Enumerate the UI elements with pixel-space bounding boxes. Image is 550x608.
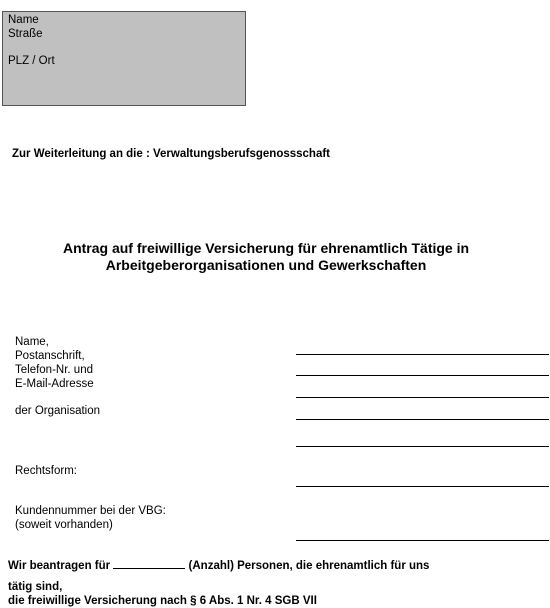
legal-form-field-line[interactable] xyxy=(296,486,549,487)
organisation-email-label: E-Mail-Adresse xyxy=(15,378,94,390)
sender-city-label: PLZ / Ort xyxy=(8,55,55,67)
customer-number-note: (soweit vorhanden) xyxy=(15,519,113,531)
application-statement xyxy=(8,556,548,598)
organisation-name-label: Name, xyxy=(15,336,49,348)
sender-address-box[interactable] xyxy=(2,11,246,106)
statement-suffix: (Anzahl) Personen, die ehrenamtlich für uns xyxy=(188,560,430,572)
organisation-field-line-5[interactable] xyxy=(296,446,549,447)
organisation-field-line-3[interactable] xyxy=(296,397,549,398)
organisation-postal-label: Postanschrift, xyxy=(15,350,85,362)
organisation-field-line-2[interactable] xyxy=(296,375,549,376)
organisation-field-line-1[interactable] xyxy=(296,354,549,355)
statement-prefix: Wir beantragen für xyxy=(8,560,111,572)
customer-number-label: Kundennummer bei der VBG: xyxy=(15,505,166,517)
statement-line-1 xyxy=(8,556,548,577)
forwarding-note: Zur Weiterleitung an die : Verwaltungsberufsgenossschaft xyxy=(12,148,331,160)
document-title-line-2: Arbeitgeberorganisationen und Gewerkschaften xyxy=(105,257,427,273)
organisation-phone-label: Telefon-Nr. und xyxy=(15,364,93,376)
person-count-blank[interactable] xyxy=(113,558,185,569)
organisation-of-label: der Organisation xyxy=(15,405,101,417)
legal-form-label: Rechtsform: xyxy=(15,465,77,477)
statement-cutoff-line: die freiwillige Versicherung nach § 6 Abs. 1 Nr. 4 SGB VII xyxy=(8,595,317,607)
sender-name-label: Name xyxy=(8,14,39,26)
organisation-field-line-4[interactable] xyxy=(296,419,549,420)
customer-number-field-line[interactable] xyxy=(296,540,549,541)
document-title xyxy=(0,240,532,274)
sender-street-label: Straße xyxy=(8,28,43,40)
sender-gap xyxy=(8,41,240,54)
statement-line-2: tätig sind, xyxy=(8,581,63,593)
document-title-line-1: Antrag auf freiwillige Versicherung für ehrenamtlich Tätige in xyxy=(62,240,470,256)
